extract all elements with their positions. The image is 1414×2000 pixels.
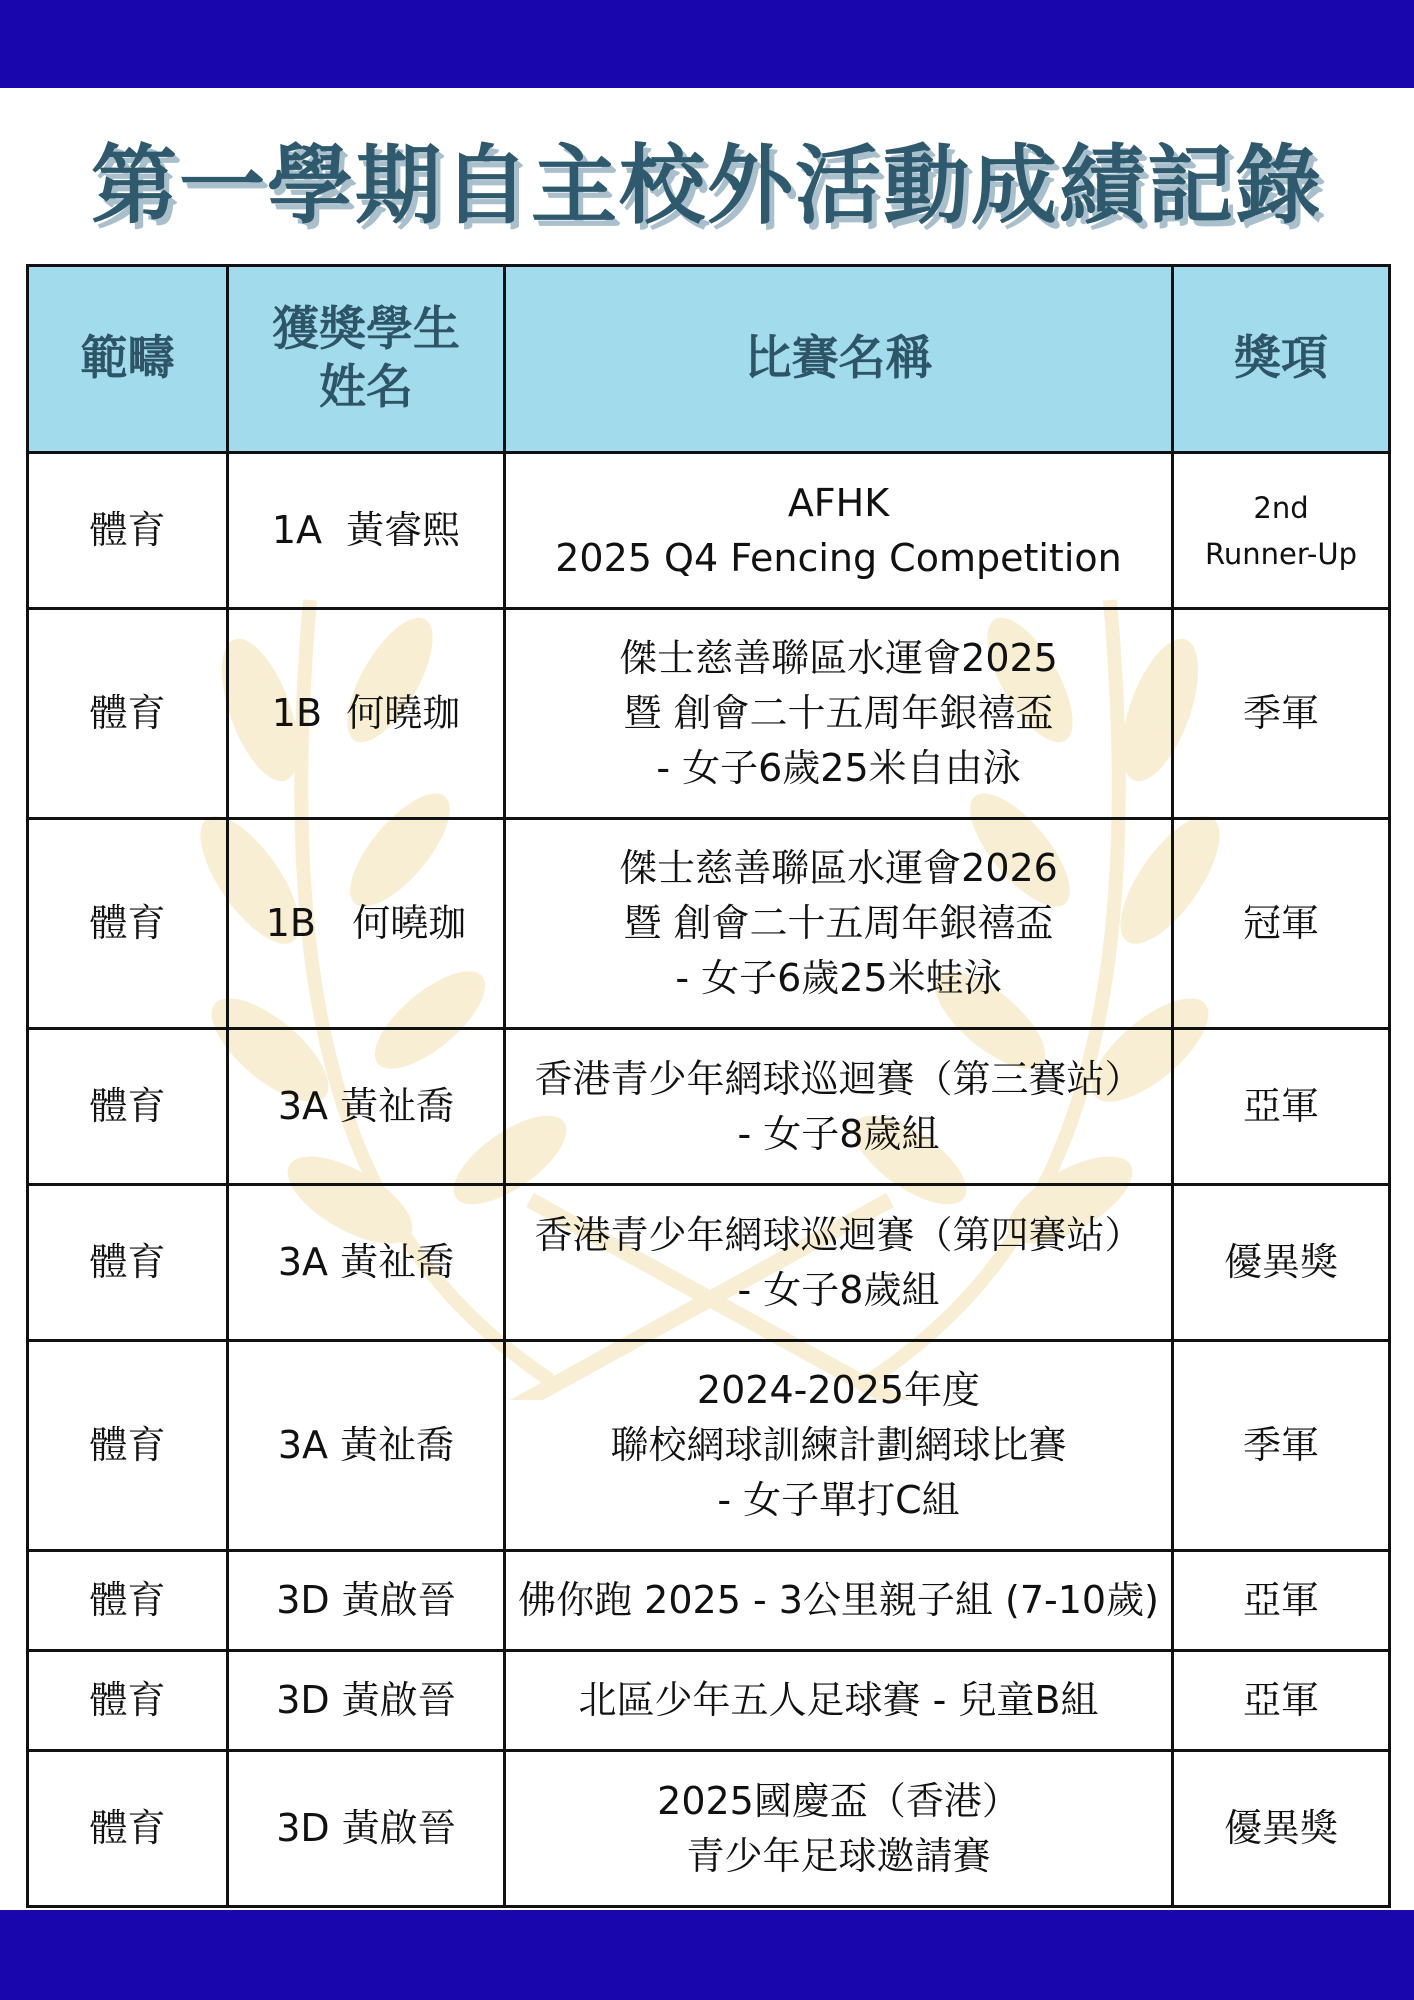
award-cell	[1173, 1651, 1390, 1751]
category-cell: 體育	[28, 1651, 228, 1751]
award-line: 亞軍	[1242, 1084, 1319, 1128]
student-name-cell: 3D 黃啟晉	[228, 1551, 505, 1651]
category-cell: 體育	[28, 453, 228, 609]
competition-name-cell	[505, 1341, 1173, 1551]
award-cell	[1173, 453, 1390, 609]
competition-name-line: 傑士慈善聯區水運會2026	[619, 846, 1058, 890]
table-row	[28, 1751, 1390, 1907]
table-row	[28, 1341, 1390, 1551]
competition-name-line: 北區少年五人足球賽 - 兒童B組	[578, 1678, 1099, 1722]
table-row	[28, 453, 1390, 609]
table-row	[28, 609, 1390, 819]
award-cell	[1173, 819, 1390, 1029]
table-row	[28, 1185, 1390, 1341]
competition-name-line: 暨 創會二十五周年銀禧盃	[623, 691, 1054, 735]
table-row	[28, 819, 1390, 1029]
award-line: 亞軍	[1242, 1578, 1319, 1622]
competition-name-cell	[505, 1751, 1173, 1907]
award-line: 季軍	[1242, 691, 1319, 735]
competition-name-line: - 女子6歲25米蛙泳	[675, 956, 1002, 1000]
award-cell	[1173, 1341, 1390, 1551]
table-row	[28, 1029, 1390, 1185]
competition-name-line: 傑士慈善聯區水運會2025	[619, 636, 1058, 680]
header-award: 獎項	[1173, 266, 1390, 453]
bottom-banner-bar	[0, 1910, 1414, 2000]
award-line: Runner-Up	[1205, 536, 1357, 571]
competition-name-line: - 女子8歲組	[737, 1111, 940, 1156]
competition-name-cell	[505, 1029, 1173, 1185]
category-cell: 體育	[28, 1185, 228, 1341]
top-banner-bar	[0, 0, 1414, 88]
competition-name-line: 香港青少年網球巡迴賽（第四賽站）	[534, 1212, 1143, 1257]
page-title: 第一學期自主校外活動成績記錄	[91, 136, 1323, 236]
category-cell: 體育	[28, 1029, 228, 1185]
competition-name-cell	[505, 453, 1173, 609]
competition-name-line: 暨 創會二十五周年銀禧盃	[623, 901, 1054, 945]
award-line: 冠軍	[1242, 901, 1319, 945]
student-name-cell: 3A 黃祉喬	[228, 1341, 505, 1551]
competition-name-line: 2025國慶盃（香港）	[657, 1778, 1020, 1823]
competition-name-line: 青少年足球邀請賽	[686, 1833, 991, 1878]
award-line: 優異獎	[1223, 1806, 1338, 1850]
category-cell: 體育	[28, 1751, 228, 1907]
award-cell	[1173, 609, 1390, 819]
award-line: 季軍	[1242, 1423, 1319, 1467]
competition-name-cell	[505, 609, 1173, 819]
header-student-name: 獲獎學生 姓名	[228, 266, 505, 453]
competition-name-cell	[505, 819, 1173, 1029]
table-row	[28, 1551, 1390, 1651]
category-cell: 體育	[28, 819, 228, 1029]
competition-name-cell	[505, 1185, 1173, 1341]
award-cell	[1173, 1751, 1390, 1907]
category-cell: 體育	[28, 1551, 228, 1651]
competition-name-line: 2025 Q4 Fencing Competition	[555, 535, 1122, 580]
category-cell: 體育	[28, 609, 228, 819]
student-name-cell: 3D 黃啟晉	[228, 1651, 505, 1751]
student-name-cell: 3A 黃祉喬	[228, 1185, 505, 1341]
competition-name-line: AFHK	[787, 480, 890, 525]
table-row	[28, 1651, 1390, 1751]
competition-name-line: - 女子6歲25米自由泳	[656, 746, 1021, 790]
competition-name-line: 香港青少年網球巡迴賽（第三賽站）	[534, 1056, 1143, 1101]
student-name-cell: 1B 何曉珈	[228, 819, 505, 1029]
competition-name-cell	[505, 1551, 1173, 1651]
student-name-cell: 1A 黃睿熙	[228, 453, 505, 609]
competition-name-line: - 女子單打C組	[717, 1478, 960, 1522]
category-cell: 體育	[28, 1341, 228, 1551]
competition-name-cell	[505, 1651, 1173, 1751]
award-cell	[1173, 1185, 1390, 1341]
award-line: 2nd	[1253, 490, 1309, 525]
competition-name-line: 2024-2025年度	[696, 1368, 981, 1412]
award-cell	[1173, 1551, 1390, 1651]
header-competition: 比賽名稱	[505, 266, 1173, 453]
award-line: 亞軍	[1242, 1678, 1319, 1722]
award-line: 優異獎	[1223, 1240, 1338, 1284]
student-name-cell: 3D 黃啟晉	[228, 1751, 505, 1907]
table-header-row	[28, 266, 1390, 453]
student-name-cell: 3A 黃祉喬	[228, 1029, 505, 1185]
competition-name-line: 佛你跑 2025 - 3公里親子組 (7-10歲)	[518, 1578, 1159, 1622]
award-cell	[1173, 1029, 1390, 1185]
student-name-cell: 1B 何曉珈	[228, 609, 505, 819]
awards-table	[26, 264, 1391, 1908]
competition-name-line: 聯校網球訓練計劃網球比賽	[610, 1423, 1067, 1467]
competition-name-line: - 女子8歲組	[737, 1267, 940, 1312]
header-category: 範疇	[28, 266, 228, 453]
